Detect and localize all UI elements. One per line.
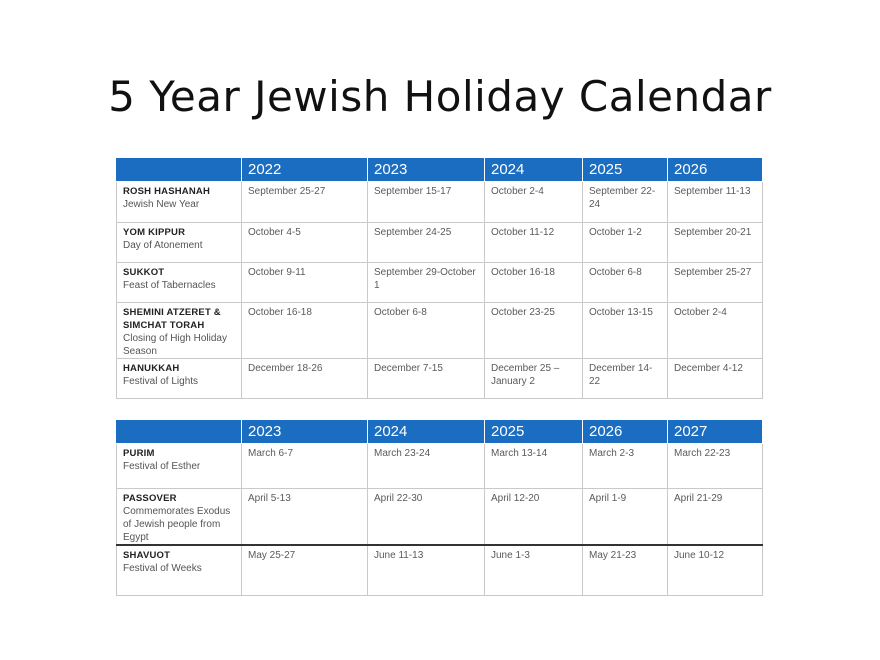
holiday-date-cell: March 23-24 <box>368 444 485 489</box>
holiday-date-cell: May 25-27 <box>242 545 368 595</box>
holiday-row <box>117 545 763 595</box>
holiday-date-cell: September 15-17 <box>368 182 485 223</box>
holiday-row <box>117 182 763 223</box>
holiday-date-cell: October 16-18 <box>242 303 368 359</box>
holiday-name-cell <box>117 303 242 359</box>
holiday-date-cell: October 6-8 <box>368 303 485 359</box>
holiday-date-cell: March 2-3 <box>583 444 668 489</box>
holiday-date-cell: June 10-12 <box>668 545 763 595</box>
holiday-name: YOM KIPPUR <box>123 227 186 238</box>
holiday-date-cell: October 6-8 <box>583 263 668 303</box>
spring-year-header-row <box>117 420 763 444</box>
holiday-description: Day of Atonement <box>123 240 203 251</box>
holiday-date-cell: June 1-3 <box>485 545 583 595</box>
holiday-row <box>117 489 763 546</box>
calendar-body <box>117 158 763 596</box>
holiday-date-cell: September 29-October 1 <box>368 263 485 303</box>
year-header: 2022 <box>242 158 368 182</box>
holiday-date-cell: September 11-13 <box>668 182 763 223</box>
holiday-name: ROSH HASHANAH <box>123 186 211 197</box>
holiday-name: PASSOVER <box>123 493 177 504</box>
holiday-description: Closing of High Holiday Season <box>123 333 227 357</box>
year-header: 2024 <box>485 158 583 182</box>
holiday-row <box>117 263 763 303</box>
holiday-date-cell: April 12-20 <box>485 489 583 546</box>
holiday-date-cell: October 11-12 <box>485 223 583 263</box>
holiday-date-cell: June 11-13 <box>368 545 485 595</box>
holiday-name-cell <box>117 223 242 263</box>
holiday-date-cell: April 21-29 <box>668 489 763 546</box>
holiday-date-cell: March 22-23 <box>668 444 763 489</box>
holiday-row <box>117 444 763 489</box>
holiday-name: SUKKOT <box>123 267 165 278</box>
holiday-date-cell: October 9-11 <box>242 263 368 303</box>
holiday-name: SHEMINI ATZERET & SIMCHAT TORAH <box>123 307 221 331</box>
year-header: 2023 <box>368 158 485 182</box>
page-title: 5 Year Jewish Holiday Calendar <box>108 72 772 121</box>
holiday-date-cell: October 16-18 <box>485 263 583 303</box>
fall-year-header-row <box>117 158 763 182</box>
holiday-date-cell: September 22-24 <box>583 182 668 223</box>
holiday-date-cell: December 18-26 <box>242 359 368 399</box>
holiday-description: Festival of Lights <box>123 376 199 387</box>
holiday-name-cell <box>117 444 242 489</box>
holiday-date-cell: April 5-13 <box>242 489 368 546</box>
header-blank-cell <box>117 420 242 444</box>
holiday-date-cell: October 2-4 <box>485 182 583 223</box>
year-header: 2026 <box>668 158 763 182</box>
holiday-calendar-table <box>116 157 763 596</box>
year-header: 2024 <box>368 420 485 444</box>
holiday-name-cell <box>117 359 242 399</box>
holiday-date-cell: May 21-23 <box>583 545 668 595</box>
holiday-date-cell: October 4-5 <box>242 223 368 263</box>
holiday-name: HANUKKAH <box>123 363 180 374</box>
holiday-date-cell: April 1-9 <box>583 489 668 546</box>
year-header: 2023 <box>242 420 368 444</box>
year-header: 2026 <box>583 420 668 444</box>
holiday-date-cell: September 20-21 <box>668 223 763 263</box>
holiday-row <box>117 359 763 399</box>
holiday-date-cell: October 23-25 <box>485 303 583 359</box>
holiday-date-cell: March 6-7 <box>242 444 368 489</box>
holiday-description: Festival of Weeks <box>123 563 202 574</box>
holiday-date-cell: December 14-22 <box>583 359 668 399</box>
holiday-date-cell: March 13-14 <box>485 444 583 489</box>
holiday-description: Festival of Esther <box>123 461 201 472</box>
holiday-row <box>117 303 763 359</box>
holiday-name-cell <box>117 263 242 303</box>
year-header: 2027 <box>668 420 763 444</box>
holiday-date-cell: September 24-25 <box>368 223 485 263</box>
holiday-description: Jewish New Year <box>123 199 200 210</box>
holiday-date-cell: December 25 – January 2 <box>485 359 583 399</box>
holiday-description: Commemorates Exodus of Jewish people from Egypt <box>123 506 231 543</box>
year-header: 2025 <box>485 420 583 444</box>
holiday-name-cell <box>117 489 242 546</box>
holiday-row <box>117 223 763 263</box>
section-spacer <box>117 399 763 420</box>
holiday-date-cell: October 1-2 <box>583 223 668 263</box>
holiday-date-cell: September 25-27 <box>242 182 368 223</box>
holiday-name: PURIM <box>123 448 155 459</box>
year-header: 2025 <box>583 158 668 182</box>
spacer-cell <box>117 399 763 420</box>
holiday-name: SHAVUOT <box>123 550 171 561</box>
holiday-name-cell <box>117 545 242 595</box>
holiday-date-cell: April 22-30 <box>368 489 485 546</box>
header-blank-cell <box>117 158 242 182</box>
holiday-name-cell <box>117 182 242 223</box>
holiday-date-cell: December 4-12 <box>668 359 763 399</box>
holiday-date-cell: October 2-4 <box>668 303 763 359</box>
holiday-date-cell: October 13-15 <box>583 303 668 359</box>
holiday-description: Feast of Tabernacles <box>123 280 216 291</box>
holiday-date-cell: September 25-27 <box>668 263 763 303</box>
holiday-date-cell: December 7-15 <box>368 359 485 399</box>
